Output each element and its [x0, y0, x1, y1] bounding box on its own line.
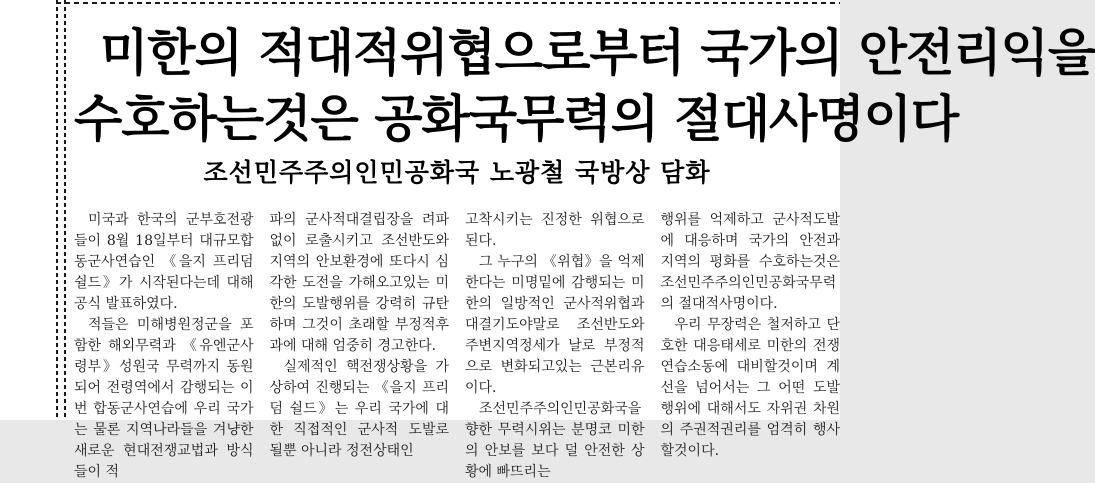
article-column: [660, 210, 841, 459]
article-column: [74, 210, 254, 480]
article-paragraph: 적들은 미해병원정군을 포함한 해외무력과 《유엔군사령부》성원국 무력까지 동원되어 전령역에서 감행되는 이번 합동군사연습에 우리 국가는 물론 지역나라들을 겨냥한 새로운 현대전쟁교법과 방식들이 적: [74, 317, 254, 480]
article-paragraph: 우리 무장력은 철저하고 단호한 대응태세로 미한의 전쟁연습소동에 대비할것이며 계선을 넘어서는 그 어떤 도발행위에 대해서도 자위권 차원의 주권적권리를 엄격히 행사할것이다.: [660, 317, 840, 459]
article-paragraph: 조선민주주의인민공화국을 향한 무력시위는 분명코 미한의 안보를 보다 덜 안전한 상황에 빠뜨리는: [465, 401, 645, 480]
article-headline: [74, 0, 1095, 152]
left-double-dashed-border: [56, 0, 66, 420]
headline-line-2: 수호하는것은 공화국무력의 절대사명이다: [74, 90, 959, 148]
article-paragraph: 파의 군사적대결립장을 려파없이 로출시키고 조선반도와 지역의 안보환경에 또다시 심각한 도전을 가해오고있는 미한의 도발행위를 강력히 규탄하며 그것이 초래할 부정적후과에 대해 엄중히 경고한다.: [269, 212, 449, 354]
article-column: [465, 210, 645, 480]
dashed-rule-inner: [64, 0, 66, 420]
article: [74, 0, 1095, 480]
article-paragraph: 실제적인 핵전쟁상황을 가상하여 진행되는 《을지 프리덤 쉴드》는 우리 국가에 대한 직접적인 군사적 도발로 될뿐 아니라 정전상태인: [269, 359, 449, 459]
article-subheadline: 조선민주주의인민공화국 노광철 국방상 담화: [203, 158, 711, 187]
headline-line-1: 미한의 적대적위협으로부터 국가의 안전리익을: [100, 24, 1095, 82]
article-paragraph: 미국과 한국의 군부호전광들이 8월 18일부터 대규모합동군사연습인 《을지 프리덤 쉴드》가 시작된다는데 대해 공식 발표하였다.: [74, 212, 254, 312]
article-column: [269, 210, 450, 459]
article-body: [74, 210, 840, 480]
dashed-rule-outer: [56, 0, 58, 420]
article-paragraph: 고착시키는 진정한 위협으로 된다.: [465, 212, 645, 249]
article-paragraph: 그 누구의 《위협》을 억제한다는 미명밑에 감행되는 미한의 일방적인 군사적위협과 대결기도야말로 조선반도와 주변지역정세가 날로 부정적으로 변화되고있는 근본리유이다.: [465, 254, 645, 396]
article-paragraph: 행위를 억제하고 군사적도발에 대응하며 국가의 안전과 지역의 평화를 수호하는것은 조선민주주의인민공화국무력의 절대적사명이다.: [660, 212, 840, 312]
